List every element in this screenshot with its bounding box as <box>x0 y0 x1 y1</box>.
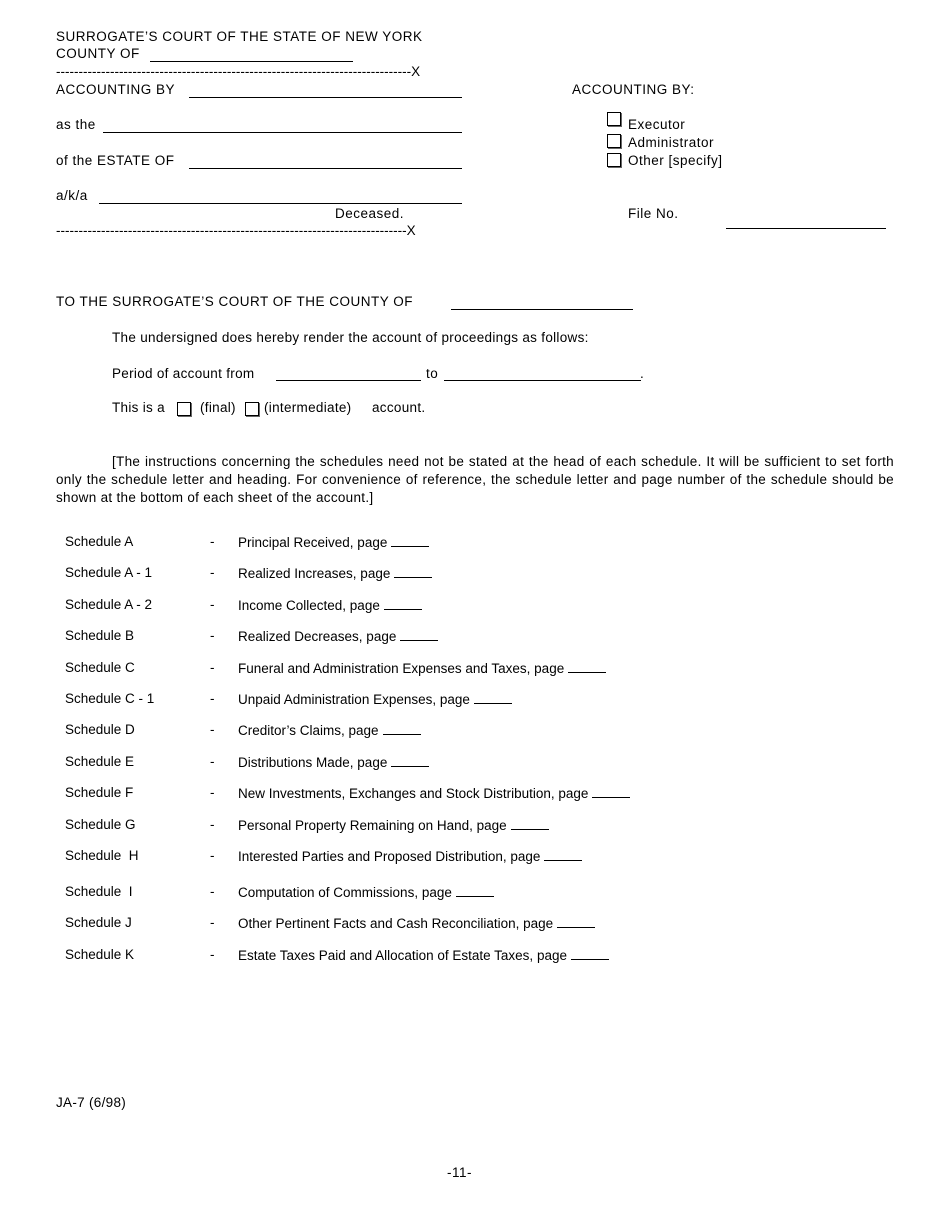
separator-top: -------------------------------------------------------------------------------X <box>56 64 421 79</box>
schedule-page-field[interactable] <box>394 565 432 578</box>
schedule-page-field[interactable] <box>568 660 606 673</box>
to-court-label: TO THE SURROGATE’S COURT OF THE COUNTY OF <box>56 294 414 309</box>
schedule-row <box>0 785 950 805</box>
schedule-desc: New Investments, Exchanges and Stock Distribution, page <box>238 786 589 801</box>
schedule-name: Schedule C - 1 <box>65 691 155 706</box>
schedule-name: Schedule H <box>65 848 139 863</box>
schedule-desc: Creditor’s Claims, page <box>238 723 379 738</box>
period-label: Period of account from <box>112 366 255 381</box>
county-label: COUNTY OF <box>56 46 140 61</box>
schedule-desc: Computation of Commissions, page <box>238 885 452 900</box>
schedule-desc: Personal Property Remaining on Hand, page <box>238 818 507 833</box>
schedule-page-field[interactable] <box>592 785 630 798</box>
schedule-row <box>0 848 950 868</box>
accounting-by-label: ACCOUNTING BY <box>56 82 176 97</box>
schedule-row <box>0 722 950 742</box>
schedule-row <box>0 597 950 617</box>
instructions-paragraph: [The instructions concerning the schedules need not be stated at the head of each schedule. It will be sufficient to set forth only the schedule letter and heading. For convenience of reference, the schedule letter and page number of the schedule should be shown at the bottom of each sheet of the account.] <box>56 454 894 505</box>
file-no-field[interactable] <box>726 228 886 229</box>
period-to-label: to <box>426 366 439 381</box>
schedule-desc: Other Pertinent Facts and Cash Reconciliation, page <box>238 916 554 931</box>
schedule-row <box>0 660 950 680</box>
period-from-field[interactable] <box>276 380 421 381</box>
schedule-name: Schedule A <box>65 534 134 549</box>
schedule-desc: Estate Taxes Paid and Allocation of Estate Taxes, page <box>238 948 567 963</box>
accounting-by-field[interactable] <box>189 97 462 98</box>
schedule-dash: - <box>210 915 215 930</box>
schedule-desc: Income Collected, page <box>238 598 380 613</box>
court-heading: SURROGATE’S COURT OF THE STATE OF NEW YORK <box>56 29 423 44</box>
schedule-name: Schedule D <box>65 722 135 737</box>
schedule-page-field[interactable] <box>511 817 549 830</box>
schedule-name: Schedule E <box>65 754 135 769</box>
as-the-label: as the <box>56 117 96 132</box>
administrator-checkbox[interactable] <box>607 134 621 148</box>
aka-label: a/k/a <box>56 188 88 203</box>
schedule-desc: Principal Received, page <box>238 535 388 550</box>
schedule-desc: Realized Increases, page <box>238 566 391 581</box>
schedule-row <box>0 947 950 967</box>
schedule-row <box>0 628 950 648</box>
render-statement: The undersigned does hereby render the account of proceedings as follows: <box>112 330 589 345</box>
schedule-row <box>0 817 950 837</box>
separator-bottom: ------------------------------------------------------------------------------X <box>56 223 416 238</box>
form-id: JA-7 (6/98) <box>56 1095 127 1110</box>
schedule-dash: - <box>210 628 215 643</box>
estate-of-field[interactable] <box>189 168 462 169</box>
executor-checkbox[interactable] <box>607 112 621 126</box>
other-checkbox[interactable] <box>607 153 621 167</box>
schedule-dash: - <box>210 722 215 737</box>
schedule-dash: - <box>210 884 215 899</box>
schedule-desc: Distributions Made, page <box>238 755 388 770</box>
page-number: -11- <box>447 1165 473 1180</box>
as-the-field[interactable] <box>103 132 462 133</box>
schedule-page-field[interactable] <box>474 691 512 704</box>
schedule-page-field[interactable] <box>400 628 438 641</box>
schedule-page-field[interactable] <box>383 722 421 735</box>
to-court-county-field[interactable] <box>451 309 633 310</box>
schedule-dash: - <box>210 817 215 832</box>
schedule-row <box>0 915 950 935</box>
executor-label: Executor <box>628 117 686 132</box>
schedule-page-field[interactable] <box>544 848 582 861</box>
schedule-dash: - <box>210 754 215 769</box>
final-label: (final) <box>200 400 236 415</box>
schedule-name: Schedule A - 2 <box>65 597 153 612</box>
schedule-desc: Interested Parties and Proposed Distribution, page <box>238 849 541 864</box>
schedule-page-field[interactable] <box>391 754 429 767</box>
county-field[interactable] <box>150 61 353 62</box>
schedule-dash: - <box>210 565 215 580</box>
schedule-name: Schedule B <box>65 628 135 643</box>
file-no-label: File No. <box>628 206 679 221</box>
schedule-page-field[interactable] <box>384 597 422 610</box>
schedule-row <box>0 691 950 711</box>
schedule-row <box>0 884 950 904</box>
schedule-desc: Funeral and Administration Expenses and Taxes, page <box>238 661 565 676</box>
schedule-name: Schedule C <box>65 660 135 675</box>
schedule-name: Schedule K <box>65 947 135 962</box>
schedule-desc: Unpaid Administration Expenses, page <box>238 692 470 707</box>
schedule-dash: - <box>210 660 215 675</box>
administrator-label: Administrator <box>628 135 715 150</box>
schedule-dash: - <box>210 947 215 962</box>
intermediate-label: (intermediate) <box>264 400 352 415</box>
schedule-page-field[interactable] <box>571 947 609 960</box>
schedule-name: Schedule G <box>65 817 136 832</box>
schedule-page-field[interactable] <box>391 534 429 547</box>
schedule-dash: - <box>210 534 215 549</box>
schedule-row <box>0 534 950 554</box>
schedule-name: Schedule F <box>65 785 134 800</box>
schedule-dash: - <box>210 597 215 612</box>
schedule-name: Schedule A - 1 <box>65 565 153 580</box>
schedule-dash: - <box>210 691 215 706</box>
accounting-by-title: ACCOUNTING BY: <box>572 82 695 97</box>
final-checkbox[interactable] <box>177 402 191 416</box>
deceased-label: Deceased. <box>335 206 405 221</box>
aka-field[interactable] <box>99 203 462 204</box>
period-to-field[interactable] <box>444 380 641 381</box>
intermediate-checkbox[interactable] <box>245 402 259 416</box>
schedule-row <box>0 565 950 585</box>
schedule-row <box>0 754 950 774</box>
estate-of-label: of the ESTATE OF <box>56 153 175 168</box>
other-label: Other [specify] <box>628 153 723 168</box>
schedule-name: Schedule I <box>65 884 133 899</box>
account-label: account. <box>372 400 426 415</box>
schedule-dash: - <box>210 785 215 800</box>
schedule-page-field[interactable] <box>456 884 494 897</box>
schedule-dash: - <box>210 848 215 863</box>
schedule-page-field[interactable] <box>557 915 595 928</box>
schedule-name: Schedule J <box>65 915 132 930</box>
period-end-mark: . <box>640 366 645 381</box>
this-is-a-label: This is a <box>112 400 165 415</box>
schedule-desc: Realized Decreases, page <box>238 629 397 644</box>
